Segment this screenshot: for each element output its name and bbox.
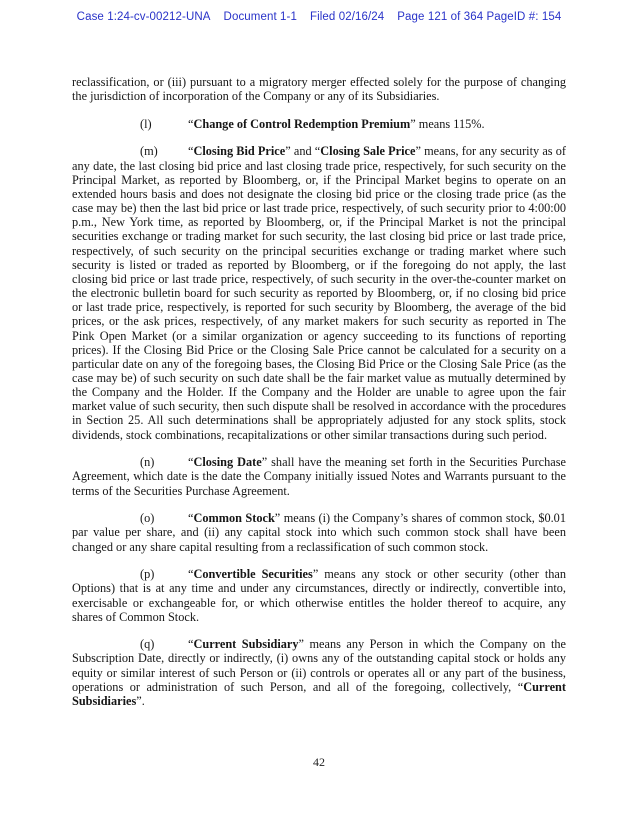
defined-term: Change of Control Redemption Premium [193, 116, 411, 131]
paragraph [72, 567, 566, 624]
paragraph-text: “ [188, 511, 194, 526]
defined-term: Closing Bid Price [193, 144, 286, 159]
case-stamp [0, 11, 638, 23]
paragraph-text: “ [188, 567, 194, 582]
paragraph-text: ” means any stock or other security (other than Options) that is at any time and under any circumstances, directly or indirectly, convertible into, exercisable or exchangeable for, or which otherwise entitles the holder thereof to acquire, any shares of Common Stock. [72, 567, 566, 624]
paragraph-text: ” means 115%. [410, 116, 485, 131]
paragraph-text: ”. [136, 693, 145, 708]
case-stamp-page-info: Page 121 of 364 PageID #: 154 [397, 11, 562, 23]
paragraph-text: “ [188, 637, 194, 652]
case-stamp-case-number: Case 1:24-cv-00212-UNA [76, 11, 211, 23]
paragraph-label: (n) [140, 455, 155, 470]
paragraph-label: (p) [140, 567, 155, 582]
paragraph-text: ” shall have the meaning set forth in the Securities Purchase Agreement, which date is the date the Company initially issued Notes and Warrants pursuant to the terms of the Securities Purchase Agreement. [72, 455, 566, 498]
paragraph-label: (m) [140, 144, 158, 159]
paragraph [72, 144, 566, 441]
paragraph-text: reclassification, or (iii) pursuant to a migratory merger effected solely for the purpose of changing the jurisdiction of incorporation of the Company or any of its Subsidiaries. [72, 75, 566, 104]
paragraph-label: (o) [140, 511, 155, 526]
defined-term: Current Subsidiary [193, 637, 299, 652]
defined-term: Closing Sale Price [320, 144, 416, 159]
paragraph-text: “ [188, 116, 194, 131]
case-stamp-filed-date: Filed 02/16/24 [309, 11, 385, 23]
paragraph [72, 637, 566, 708]
paragraph-text: “ [188, 144, 194, 159]
document-body [72, 75, 566, 722]
page-number: 42 [313, 755, 325, 769]
case-stamp-document-number: Document 1-1 [223, 11, 297, 23]
defined-term: Current Subsidiaries [72, 679, 566, 708]
paragraph-text: ” means (i) the Company’s shares of common stock, $0.01 par value per share, and (ii) any capital stock into which such common stock shall have been changed or any share capital resulting from a reclassification of such common stock. [72, 511, 566, 554]
paragraph [72, 75, 566, 103]
defined-term: Convertible Securities [193, 567, 313, 582]
paragraph-label: (l) [140, 116, 152, 131]
paragraph-text: ” means, for any security as of any date, the last closing bid price and last closing trade price, respectively, for such security on the Principal Market, as reported by Bloomberg, or, if the Principal Market begins to operate on an extended hours basis and does not designate the closing bid price or the closing trade price (as the case may be) then the last bid price or last trade price, respectively, of such security prior to 4:00:00 p.m., New York time, as reported by Bloomberg, or, if the Principal Market is not the principal securities exchange or trading market for such security, the last closing bid price or last trade price, respectively, of such security on the principal securities exchange or trading market where such security is listed or traded as reported by Bloomberg, or if the foregoing do not apply, the last closing bid price or last trade price, respectively, of such security in the over-the-counter market on the electronic bulletin board for such security as reported by Bloomberg, or, if no closing bid price or last trade price, respectively, is reported for such security by Bloomberg, the average of the bid prices, or the ask prices, respectively, of any market makers for such security as reported in The Pink Open Market (or a similar organization or agency succeeding to its functions of reporting prices). If the Closing Bid Price or the Closing Sale Price cannot be calculated for a security on a particular date on any of the foregoing bases, the Closing Bid Price or the Closing Sale Price (as the case may be) of such security on such date shall be the fair market value as mutually determined by the Company and the Holder. If the Company and the Holder are unable to agree upon the fair market value of such security, then such dispute shall be resolved in accordance with the procedures in Section 25. All such determinations shall be appropriately adjusted for any stock splits, stock dividends, stock combinations, recapitalizations or other similar transactions during such period. [72, 144, 566, 442]
paragraph [72, 511, 566, 553]
paragraph [72, 117, 566, 131]
defined-term: Common Stock [193, 511, 275, 526]
paragraph-label: (q) [140, 637, 155, 652]
paragraph-text: “ [188, 455, 194, 470]
paragraph-text: ” and “ [285, 144, 321, 159]
defined-term: Closing Date [193, 455, 262, 470]
paragraph-text: ” means any Person in which the Company on the Subscription Date, directly or indirectly, (i) owns any of the outstanding capital stock or holds any equity or similar interest of such Person or (ii) controls or operates all or any part of the business, operations or administration of such Person, and all of the foregoing, collectively, “ [72, 637, 566, 694]
paragraph [72, 455, 566, 497]
